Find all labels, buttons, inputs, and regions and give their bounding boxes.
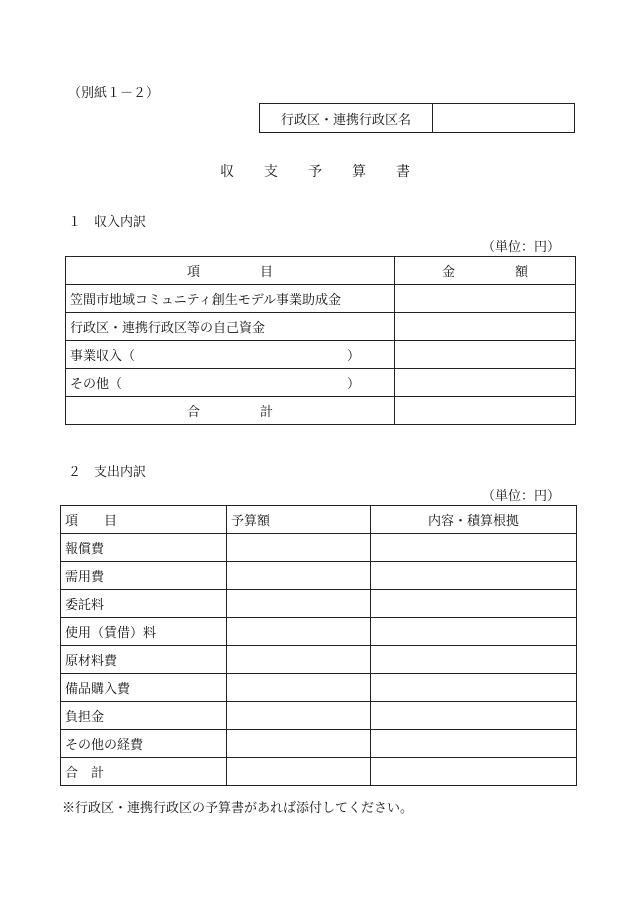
header-char: 目: [260, 265, 274, 280]
expense-budget-cell[interactable]: [227, 702, 371, 730]
expense-budget-cell[interactable]: [227, 590, 371, 618]
title-char: 算: [352, 164, 366, 180]
total-char: 合: [186, 405, 200, 420]
footnote: ※行政区・連携行政区の予算書があれば添付してください。: [62, 801, 414, 816]
income-amount-cell[interactable]: [395, 341, 576, 369]
table-row: [61, 534, 577, 562]
expense-basis-cell[interactable]: [371, 590, 577, 618]
expense-total-label: 合 計: [61, 758, 227, 786]
income-table: [65, 256, 576, 425]
district-name-field[interactable]: [433, 104, 574, 132]
expense-basis-cell[interactable]: [371, 534, 577, 562]
table-row: [61, 646, 577, 674]
expense-budget-cell[interactable]: [227, 674, 371, 702]
closing-paren: ）: [346, 349, 360, 364]
header-char: 項: [186, 265, 200, 280]
expense-basis-cell[interactable]: [371, 646, 577, 674]
income-amount-cell[interactable]: [395, 313, 576, 341]
expense-basis-cell[interactable]: [371, 674, 577, 702]
document-title: [220, 161, 410, 181]
income-item-label: 事業収入（: [70, 349, 136, 364]
expense-header-basis: 内容・積算根拠: [371, 506, 577, 534]
expense-header-row: [61, 506, 577, 534]
expense-total-basis[interactable]: [371, 758, 577, 786]
expense-budget-cell[interactable]: [227, 646, 371, 674]
table-row: [66, 285, 576, 313]
title-char: 予: [308, 164, 322, 180]
income-item-cell: 行政区・連携行政区等の自己資金: [66, 313, 395, 341]
attachment-label: （別紙１－２）: [68, 86, 160, 101]
table-row: [66, 341, 576, 369]
expense-total-budget[interactable]: [227, 758, 371, 786]
income-total-label: [66, 397, 395, 425]
income-item-cell: 笠間市地域コミュニティ創生モデル事業助成金: [66, 285, 395, 313]
expense-item-cell: 使用（賃借）料: [61, 618, 227, 646]
expense-budget-cell[interactable]: [227, 562, 371, 590]
expense-basis-cell[interactable]: [371, 618, 577, 646]
income-total-amount[interactable]: [395, 397, 576, 425]
table-row: [61, 562, 577, 590]
expense-header-budget: 予算額: [227, 506, 371, 534]
expense-item-cell: その他の経費: [61, 730, 227, 758]
expense-table: [60, 505, 577, 786]
title-char: 支: [264, 164, 278, 180]
expense-basis-cell[interactable]: [371, 730, 577, 758]
table-row: [66, 369, 576, 397]
table-row: [61, 590, 577, 618]
expense-item-cell: 委託料: [61, 590, 227, 618]
expense-item-cell: 需用費: [61, 562, 227, 590]
header-char: 金: [441, 265, 455, 280]
header-char: 額: [515, 265, 529, 280]
district-name-label: 行政区・連携行政区名: [260, 104, 433, 132]
income-heading: １ 収入内訳: [68, 215, 147, 230]
expense-item-cell: 原材料費: [61, 646, 227, 674]
income-header-item: [66, 257, 395, 285]
table-row: [61, 618, 577, 646]
expense-basis-cell[interactable]: [371, 702, 577, 730]
expense-budget-cell[interactable]: [227, 618, 371, 646]
table-row: [61, 702, 577, 730]
expense-unit-note: （単位：円）: [481, 489, 560, 504]
expense-budget-cell[interactable]: [227, 534, 371, 562]
closing-paren: ）: [346, 377, 360, 392]
expense-item-cell: 備品購入費: [61, 674, 227, 702]
income-unit-note: （単位：円）: [481, 240, 560, 255]
income-amount-cell[interactable]: [395, 285, 576, 313]
income-item-label: その他（: [70, 377, 123, 392]
title-char: 収: [220, 164, 234, 180]
district-name-box: [259, 103, 575, 133]
income-item-cell: [66, 341, 395, 369]
income-amount-cell[interactable]: [395, 369, 576, 397]
income-header-amount: [395, 257, 576, 285]
table-row: [61, 730, 577, 758]
table-row: [61, 674, 577, 702]
expense-header-item: 項 目: [61, 506, 227, 534]
expense-heading: ２ 支出内訳: [68, 465, 147, 480]
income-item-cell: [66, 369, 395, 397]
expense-basis-cell[interactable]: [371, 562, 577, 590]
title-char: 書: [396, 164, 410, 180]
expense-item-cell: 報償費: [61, 534, 227, 562]
income-header-row: [66, 257, 576, 285]
expense-item-cell: 負担金: [61, 702, 227, 730]
expense-budget-cell[interactable]: [227, 730, 371, 758]
expense-total-row: [61, 758, 577, 786]
table-row: [66, 313, 576, 341]
income-total-row: [66, 397, 576, 425]
total-char: 計: [260, 405, 274, 420]
